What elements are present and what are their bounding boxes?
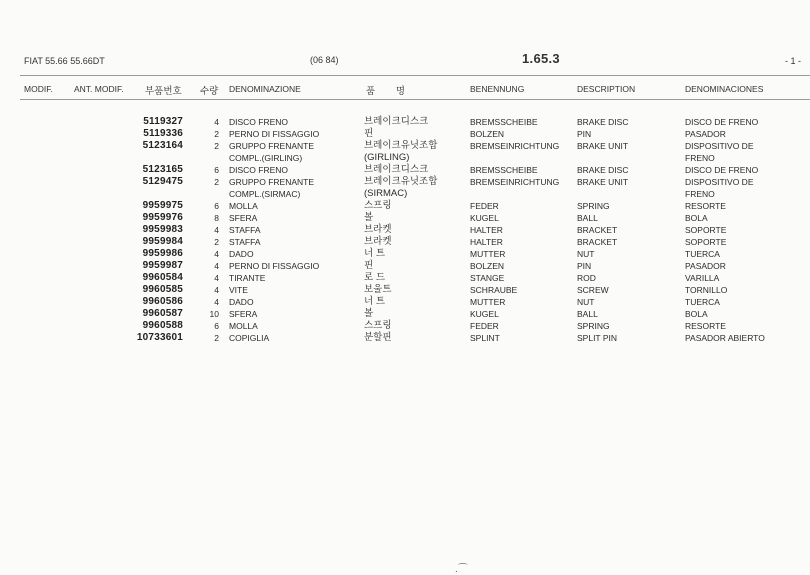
description: BALL <box>577 213 598 223</box>
korean-name: 스프링 <box>364 200 392 211</box>
header-rule <box>20 75 810 76</box>
benennung: SCHRAUBE <box>470 285 518 295</box>
denominaciones: PASADOR ABIERTO <box>685 333 765 343</box>
denominaciones: BOLA <box>685 309 708 319</box>
description: BALL <box>577 309 598 319</box>
description: BRACKET <box>577 225 618 235</box>
quantity: 4 <box>214 261 219 271</box>
table-row <box>0 116 810 128</box>
description: PIN <box>577 129 592 139</box>
quantity: 4 <box>214 225 219 235</box>
part-number: 9959976 <box>142 212 183 223</box>
korean-name: 분할핀 <box>364 332 392 343</box>
benennung: BREMSSCHEIBE <box>470 117 538 127</box>
col-ant-modif: ANT. MODIF. <box>74 84 124 94</box>
quantity: 4 <box>214 273 219 283</box>
benennung: SPLINT <box>470 333 500 343</box>
description: BRAKE UNIT <box>577 177 629 187</box>
table-row <box>0 200 810 212</box>
catalog-date: (06 84) <box>310 55 339 65</box>
quantity: 10 <box>209 309 219 319</box>
korean-name: 로 드 <box>364 272 385 283</box>
korean-name: 보울트 <box>364 284 392 295</box>
page-number: - 1 - <box>785 56 802 66</box>
denominaciones: SOPORTE <box>685 225 727 235</box>
part-number: 5119336 <box>143 128 183 139</box>
col-modif: MODIF. <box>24 84 53 94</box>
denominazione: COMPL.(SIRMAC) <box>229 189 301 199</box>
denominaciones: PASADOR <box>685 129 726 139</box>
description: BRAKE DISC <box>577 117 629 127</box>
table-row <box>0 248 810 260</box>
benennung: BREMSEINRICHTUNG <box>470 177 560 187</box>
part-number: 9960587 <box>142 308 183 319</box>
part-number: 5119327 <box>143 116 183 127</box>
part-number: 9959986 <box>142 248 183 259</box>
denominazione: DISCO FRENO <box>229 165 289 175</box>
col-description: DESCRIPTION <box>577 84 636 94</box>
quantity: 4 <box>214 297 219 307</box>
denominaciones: FRENO <box>685 153 715 163</box>
korean-name: 볼 <box>364 212 374 223</box>
quantity: 6 <box>214 321 219 331</box>
table-row <box>0 152 810 164</box>
columns-rule <box>20 99 810 100</box>
table-row <box>0 308 810 320</box>
korean-name: 브라켓 <box>364 236 392 247</box>
benennung: KUGEL <box>470 213 499 223</box>
korean-name: 스프링 <box>364 320 392 331</box>
part-number: 9960586 <box>142 296 183 307</box>
quantity: 2 <box>214 141 219 151</box>
part-number: 5123164 <box>142 140 183 151</box>
korean-name: 볼 <box>364 308 374 319</box>
col-denominaciones: DENOMINACIONES <box>685 84 764 94</box>
korean-name: 너 트 <box>364 248 385 259</box>
part-number: 9959984 <box>142 236 183 247</box>
denominazione: SFERA <box>229 309 258 319</box>
part-number: 5123165 <box>142 164 183 175</box>
denominaciones: DISPOSITIVO DE <box>685 141 754 151</box>
denominazione: DISCO FRENO <box>229 117 289 127</box>
col-quantity: 수량 <box>200 86 219 97</box>
denominazione: VITE <box>229 285 248 295</box>
korean-name: 핀 <box>364 128 374 139</box>
benennung: BOLZEN <box>470 261 505 271</box>
description: NUT <box>577 297 595 307</box>
table-row <box>0 212 810 224</box>
denominaciones: TUERCA <box>685 249 720 259</box>
benennung: BOLZEN <box>470 129 505 139</box>
description: PIN <box>577 261 592 271</box>
quantity: 4 <box>214 285 219 295</box>
table-row <box>0 272 810 284</box>
quantity: 4 <box>214 117 219 127</box>
benennung: MUTTER <box>470 297 506 307</box>
benennung: BREMSSCHEIBE <box>470 165 538 175</box>
table-row <box>0 320 810 332</box>
part-number: 9960588 <box>142 320 183 331</box>
denominaciones: RESORTE <box>685 201 726 211</box>
table-row <box>0 260 810 272</box>
table-row <box>0 188 810 200</box>
benennung: STANGE <box>470 273 505 283</box>
quantity: 6 <box>214 165 219 175</box>
part-number: 9959975 <box>142 200 183 211</box>
denominaciones: TUERCA <box>685 297 720 307</box>
scan-mark: .⌒ <box>455 564 468 575</box>
denominazione: COMPL.(GIRLING) <box>229 153 303 163</box>
quantity: 4 <box>214 249 219 259</box>
col-denominazione: DENOMINAZIONE <box>229 84 301 94</box>
denominazione: DADO <box>229 297 254 307</box>
description: SPRING <box>577 201 610 211</box>
denominaciones: PASADOR <box>685 261 726 271</box>
col-part-number: 부품번호 <box>145 86 182 97</box>
description: SPLIT PIN <box>577 333 617 343</box>
col-korean-name: 품 명 <box>366 86 405 97</box>
part-number: 9960585 <box>142 284 183 295</box>
model-title: FIAT 55.66 55.66DT <box>24 56 105 66</box>
korean-name: 브레이크유닛조합 <box>364 176 438 187</box>
denominaciones: DISCO DE FRENO <box>685 165 759 175</box>
part-number: 9960584 <box>142 272 183 283</box>
benennung: HALTER <box>470 225 503 235</box>
denominaciones: DISCO DE FRENO <box>685 117 759 127</box>
quantity: 2 <box>214 177 219 187</box>
col-benennung: BENENNUNG <box>470 84 525 94</box>
table-row <box>0 140 810 152</box>
table-row <box>0 284 810 296</box>
description: BRAKE DISC <box>577 165 629 175</box>
korean-name: (SIRMAC) <box>364 188 408 199</box>
korean-name: 브라켓 <box>364 224 392 235</box>
table-row <box>0 236 810 248</box>
quantity: 2 <box>214 237 219 247</box>
denominaciones: VARILLA <box>685 273 720 283</box>
description: SCREW <box>577 285 609 295</box>
description: ROD <box>577 273 596 283</box>
benennung: FEDER <box>470 201 499 211</box>
denominazione: GRUPPO FRENANTE <box>229 141 315 151</box>
denominazione: DADO <box>229 249 254 259</box>
quantity: 2 <box>214 129 219 139</box>
table-row <box>0 224 810 236</box>
denominaciones: DISPOSITIVO DE <box>685 177 754 187</box>
denominazione: TIRANTE <box>229 273 266 283</box>
description: SPRING <box>577 321 610 331</box>
benennung: MUTTER <box>470 249 506 259</box>
table-row <box>0 128 810 140</box>
denominaciones: SOPORTE <box>685 237 727 247</box>
benennung: HALTER <box>470 237 503 247</box>
page-code: 1.65.3 <box>522 51 560 66</box>
description: NUT <box>577 249 595 259</box>
korean-name: 핀 <box>364 260 374 271</box>
part-number: 9959983 <box>142 224 183 235</box>
benennung: FEDER <box>470 321 499 331</box>
quantity: 2 <box>214 333 219 343</box>
korean-name: 브레이크유닛조합 <box>364 140 438 151</box>
quantity: 6 <box>214 201 219 211</box>
part-number: 9959987 <box>142 260 183 271</box>
denominazione: PERNO DI FISSAGGIO <box>229 261 320 271</box>
korean-name: 브레이크디스크 <box>364 116 429 127</box>
denominazione: SFERA <box>229 213 258 223</box>
denominazione: GRUPPO FRENANTE <box>229 177 315 187</box>
korean-name: 너 트 <box>364 296 385 307</box>
denominazione: PERNO DI FISSAGGIO <box>229 129 320 139</box>
korean-name: (GIRLING) <box>364 152 410 163</box>
denominaciones: BOLA <box>685 213 708 223</box>
description: BRAKE UNIT <box>577 141 629 151</box>
part-number: 5129475 <box>142 176 183 187</box>
part-number: 10733601 <box>136 332 183 343</box>
korean-name: 브레이크디스크 <box>364 164 429 175</box>
denominaciones: TORNILLO <box>685 285 728 295</box>
quantity: 8 <box>214 213 219 223</box>
denominazione: MOLLA <box>229 201 258 211</box>
denominazione: COPIGLIA <box>229 333 270 343</box>
table-row <box>0 332 810 344</box>
benennung: KUGEL <box>470 309 499 319</box>
benennung: BREMSEINRICHTUNG <box>470 141 560 151</box>
table-row <box>0 296 810 308</box>
denominazione: STAFFA <box>229 225 261 235</box>
description: BRACKET <box>577 237 618 247</box>
denominazione: STAFFA <box>229 237 261 247</box>
denominaciones: RESORTE <box>685 321 726 331</box>
denominazione: MOLLA <box>229 321 258 331</box>
denominaciones: FRENO <box>685 189 715 199</box>
table-row <box>0 164 810 176</box>
table-row <box>0 176 810 188</box>
